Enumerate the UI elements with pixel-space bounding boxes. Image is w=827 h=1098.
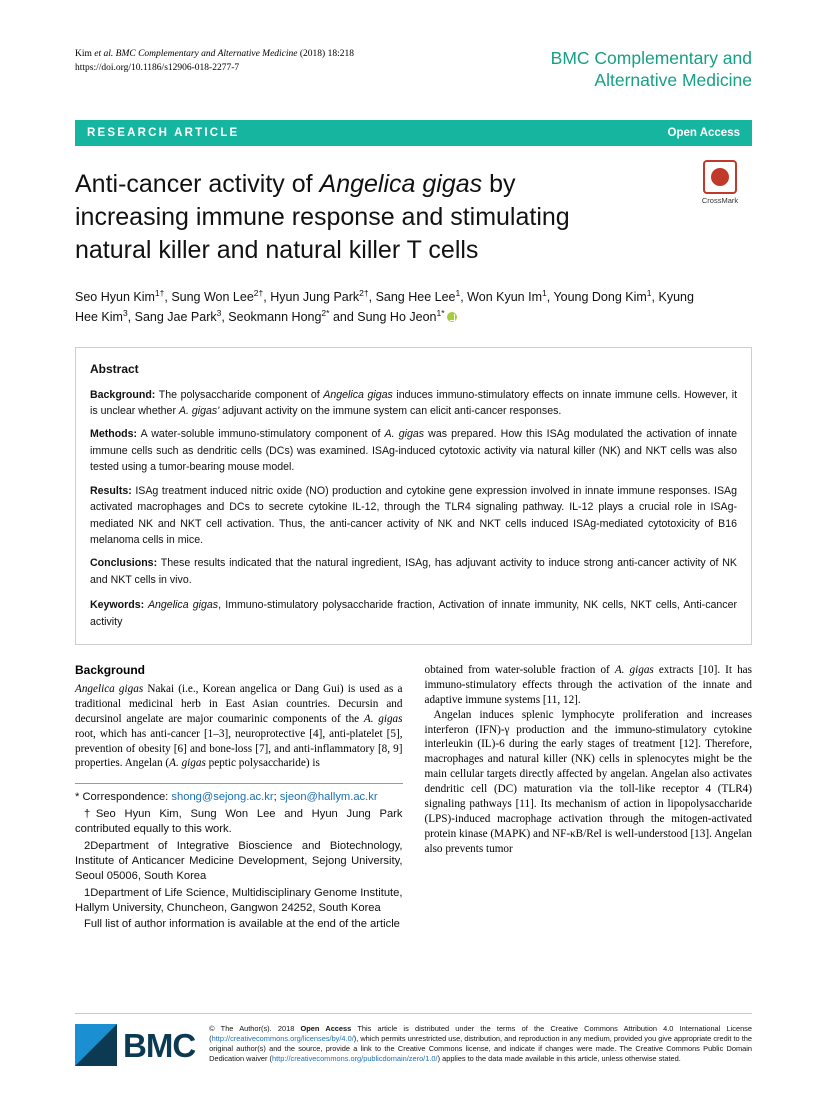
abstract-methods <box>90 426 737 475</box>
abstract-keywords <box>90 597 737 630</box>
bmc-logo-text: BMC <box>123 1026 196 1064</box>
footer-band <box>75 1013 752 1066</box>
journal-title-line2: Alternative Medicine <box>594 69 752 90</box>
article-type-banner <box>75 120 752 146</box>
correspondence-separator: ; <box>273 791 280 804</box>
section-heading-background: Background <box>75 662 146 677</box>
abstract-results-label: Results: <box>90 484 132 497</box>
keywords-italic: Angelica gigas <box>144 599 219 612</box>
journal-title-line1: BMC Complementary and <box>550 48 752 68</box>
full-author-list-note: Full list of author information is available at the end of the article <box>84 918 400 931</box>
abstract-methods-label: Methods: <box>90 428 138 441</box>
left-column <box>75 663 403 934</box>
page-title <box>75 168 635 267</box>
correspondence-email-1[interactable]: shong@sejong.ac.kr <box>171 791 274 804</box>
license-body-1: This article is distributed under the terms of the Creative Commons Attribution 4.0 International License ( <box>209 1024 752 1043</box>
author-list: Seo Hyun Kim$^{1\dagger}$, Sung Won Lee$^{2\dagger}$, Hyun Jung Park$^{2\dagger}$, Sang Hee Lee$^1$, Won Kyun Im$^1$, Young Dong Kim$^1$, Kyung Hee Kim$^3$, Sang Jae Park$^3$, Seokmann Hong$^{2*}$ and Sung Ho Jeon$^{1*}$ <box>75 287 694 325</box>
left-paragraph-1 <box>75 682 403 771</box>
citation-journal-italic: et al. BMC Complementary and Alternative Medicine <box>94 49 298 59</box>
citation-prefix: Kim <box>75 49 95 59</box>
abstract-background-label: Background: <box>90 388 156 401</box>
body-columns <box>75 663 752 934</box>
correspondence-label: * Correspondence: <box>75 791 172 804</box>
bmc-logo <box>75 1024 195 1066</box>
keywords-text: , Immuno-stimulatory polysaccharide fraction, Activation of innate immunity, NK cells, NKT cells, Anti-cancer activity <box>90 599 737 628</box>
bmc-logo-icon <box>75 1024 117 1066</box>
abstract-methods-i1: A. gigas <box>384 428 425 441</box>
orcid-icon[interactable] <box>447 312 457 322</box>
journal-title <box>551 48 752 92</box>
abstract-box <box>75 347 752 645</box>
license-link-cc-by[interactable]: http://creativecommons.org/licenses/by/4.0/ <box>211 1033 354 1043</box>
right-paragraph-2: Angelan induces splenic lymphocyte proliferation and increases interferon (IFN)-γ production and the immuno-stimulatory cytokine interleukin (IL)-6 during the early stages of treatment [12]. Therefore, macrophages and natural killer (NK) cells in splenocytes might be the main cellular targets directly affected by angelan. Angelan also activates dendritic cell (DC) maturation via the toll-like receptor 4 (TLR4) signaling pathways [11]. Its mechanism of action in lipopolysaccharide (LPS)-induced macrophage activation through the mitogen-activated protein kinase (MAPK) and NF-κB/Rel is well-understood [13]. Angelan also prevents tumor <box>424 708 752 855</box>
left-p1-a: Nakai (i.e., Korean angelica or Dang Gui) is used as a traditional medicinal herb in East Asian countries. Decursin and decursinol angelate are major coumarinic components of the <box>75 682 403 725</box>
abstract-methods-t2: was prepared. How this ISAg modulated the activation of innate immune cells such as dendritic cells (DCs) was examined. ISAg-induced cytotoxic activity via natural killer (NK) and NKT cells was also tested using a tumor-bearing mouse model. <box>90 428 737 474</box>
citation-line <box>75 48 354 62</box>
page-header <box>75 40 752 92</box>
crossmark-label: CrossMark <box>701 195 739 205</box>
citation-block <box>75 48 354 76</box>
abstract-background-t1: The polysaccharide component of <box>155 388 324 401</box>
abstract-heading: Abstract <box>90 362 139 377</box>
crossmark-icon <box>703 160 737 194</box>
left-p1-i3: A. gigas <box>169 757 206 770</box>
right-p1-a: obtained from water-soluble fraction of <box>424 663 615 676</box>
keywords-label: Keywords: <box>90 599 145 612</box>
abstract-conclusions <box>90 555 737 588</box>
abstract-background <box>90 387 737 420</box>
title-row <box>75 168 752 267</box>
affiliation-2: 2Department of Integrative Bioscience and Biotechnology, Institute of Anticancer Medicine Development, Sejong University, Seoul 05006, South Korea <box>75 839 403 882</box>
correspondence-email-2[interactable]: sjeon@hallym.ac.kr <box>279 791 378 804</box>
license-open-access: Open Access <box>300 1024 352 1033</box>
title-part-1: Anti-cancer activity of <box>75 169 320 198</box>
doi-line: https://doi.org/10.1186/s12906-018-2277-7 <box>75 62 240 73</box>
citation-suffix: (2018) 18:218 <box>297 49 354 59</box>
left-p1-i2: A. gigas <box>363 712 403 725</box>
right-p1-i: A. gigas <box>614 663 654 676</box>
abstract-methods-t1: A water-soluble immuno-stimulatory component of <box>137 428 385 441</box>
article-type-label: RESEARCH ARTICLE <box>87 126 240 139</box>
equal-contribution-note: †Seo Hyun Kim, Sung Won Lee and Hyun Jung Park contributed equally to this work. <box>75 808 403 836</box>
license-body-3: ) applies to the data made available in this article, unless otherwise stated. <box>437 1053 681 1063</box>
left-p1-i1: Angelica gigas <box>75 682 144 695</box>
abstract-results-text: ISAg treatment induced nitric oxide (NO) production and cytokine gene expression involved in innate immune responses. ISAg activated macrophages and DCs to secrete cytokine IL-12, through the TLR4 signaling pathway. IL-12 plays a crucial role in ISAg-mediated NK and NKT cell activation. Thus, the anti-cancer activity of NK and NKT cells induced ISAg-mediated cytotoxicity of B16 melanoma cells in mice. <box>90 484 737 546</box>
left-p1-c: peptic polysaccharide) is <box>205 757 320 770</box>
right-p1-b: extracts [10]. It has immuno-stimulatory effects through the activation of the innate and adaptive immune systems [11, 12]. <box>424 663 752 706</box>
title-part-2: by increasing immune response and stimulating natural killer and natural killer T cells <box>75 169 570 264</box>
open-access-label: Open Access <box>667 126 740 139</box>
abstract-background-t3: adjuvant activity on the immune system can elicit anti-cancer responses. <box>219 405 562 418</box>
license-text <box>209 1024 752 1064</box>
license-link-cc-zero[interactable]: http://creativecommons.org/publicdomain/zero/1.0/ <box>272 1053 438 1063</box>
footnotes-block <box>75 783 403 932</box>
left-p1-b: root, which has anti-cancer [1–3], neuroprotective [4], anti-platelet [5], prevention of obesity [6] and bone-loss [7], and anti-inflammatory [8, 9] properties. Angelan ( <box>75 727 403 770</box>
crossmark-badge[interactable] <box>688 160 752 205</box>
abstract-background-t2: induces immuno-stimulatory effects on innate immune cells. However, it is unclear whether <box>90 388 738 418</box>
license-body-2: ), which permits unrestricted use, distribution, and reproduction in any medium, provided you give appropriate credit to the original author(s) and the source, provide a link to the Creative Commons license, and indicate if changes were made. The Creative Commons Public Domain Dedication waiver ( <box>209 1033 752 1063</box>
correspondence-line <box>75 790 403 805</box>
abstract-conclusions-label: Conclusions: <box>90 557 158 570</box>
title-species: Angelica gigas <box>319 169 483 198</box>
abstract-conclusions-text: These results indicated that the natural ingredient, ISAg, has adjuvant activity to induce strong anti-cancer activity of NK and NKT cells in vivo. <box>90 557 737 586</box>
affiliation-1: 1Department of Life Science, Multidisciplinary Genome Institute, Hallym University, Chuncheon, Gangwon 24252, South Korea <box>75 886 403 914</box>
abstract-background-i1: Angelica gigas <box>323 388 393 401</box>
license-copyright: © The Author(s). 2018 <box>209 1024 301 1033</box>
right-column <box>425 663 753 934</box>
abstract-background-i2: A. gigas' <box>178 405 220 418</box>
abstract-results <box>90 483 737 549</box>
right-paragraph-1 <box>425 663 753 708</box>
